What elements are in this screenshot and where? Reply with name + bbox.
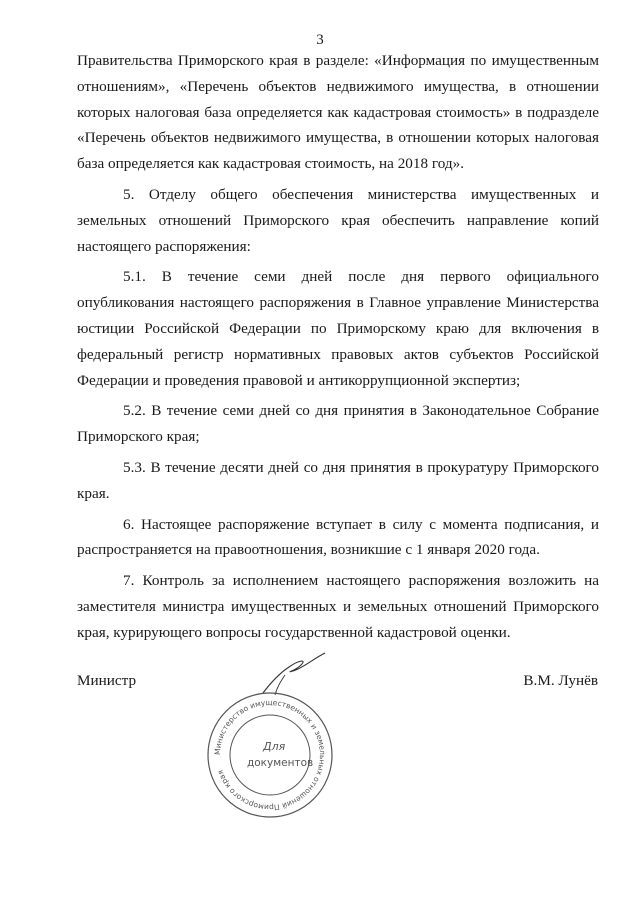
stamp-center-text-1: Для [263,740,286,753]
paragraph-5: 5. Отделу общего обеспечения министерства имущественных и земельных отношений Приморского края обеспечить направление копий настоящего распоряжения: [77,185,599,255]
paragraph-5-1: 5.1. В течение семи дней после дня первого официального опубликования настоящего распоряжения в Главное управление Министерства юстиции Российской Федерации по Приморскому краю для включения в федеральный регистр нормативных правовых актов субъектов Российской Федерации и проведения правовой и антикоррупционной экспертиз; [77,268,599,389]
stamp-center-text-2: документов [247,757,314,769]
stamp-ring-text: Министерство имущественных и земельных отношений Приморского края [212,697,328,813]
paragraph-continuation: Правительства Приморского края в разделе: «Информация по имущественным отношениям», «Перечень объектов недвижимого имущества, в отношении которых налоговая база определяется как кадастровая стоимость» в подразделе «Перечень объектов недвижимого имущества, в отношении которых налоговая база определяется как кадастровая стоимость, на 2018 год». [77,52,599,173]
signatory-position: Министр [77,672,137,689]
paragraph-6: 6. Настоящее распоряжение вступает в силу с момента подписания, и распространяется на правоотношения, возникшие с 1 января 2020 года. [77,515,599,559]
paragraph-7: 7. Контроль за исполнением настоящего распоряжения возложить на заместителя министра имущественных и земельных отношений Приморского края, курирующего вопросы государственной кадастровой оценки. [77,572,599,641]
paragraph-5-3: 5.3. В течение десяти дней со дня принятия в прокуратуру Приморского края. [77,458,599,502]
page-number: 3 [316,32,324,48]
signatory-name: В.М. Лунёв [523,672,598,689]
document-body [77,48,599,646]
paragraph-5-2: 5.2. В течение семи дней со дня принятия в Законодательное Собрание Приморского края; [77,402,599,446]
official-stamp [205,690,335,820]
